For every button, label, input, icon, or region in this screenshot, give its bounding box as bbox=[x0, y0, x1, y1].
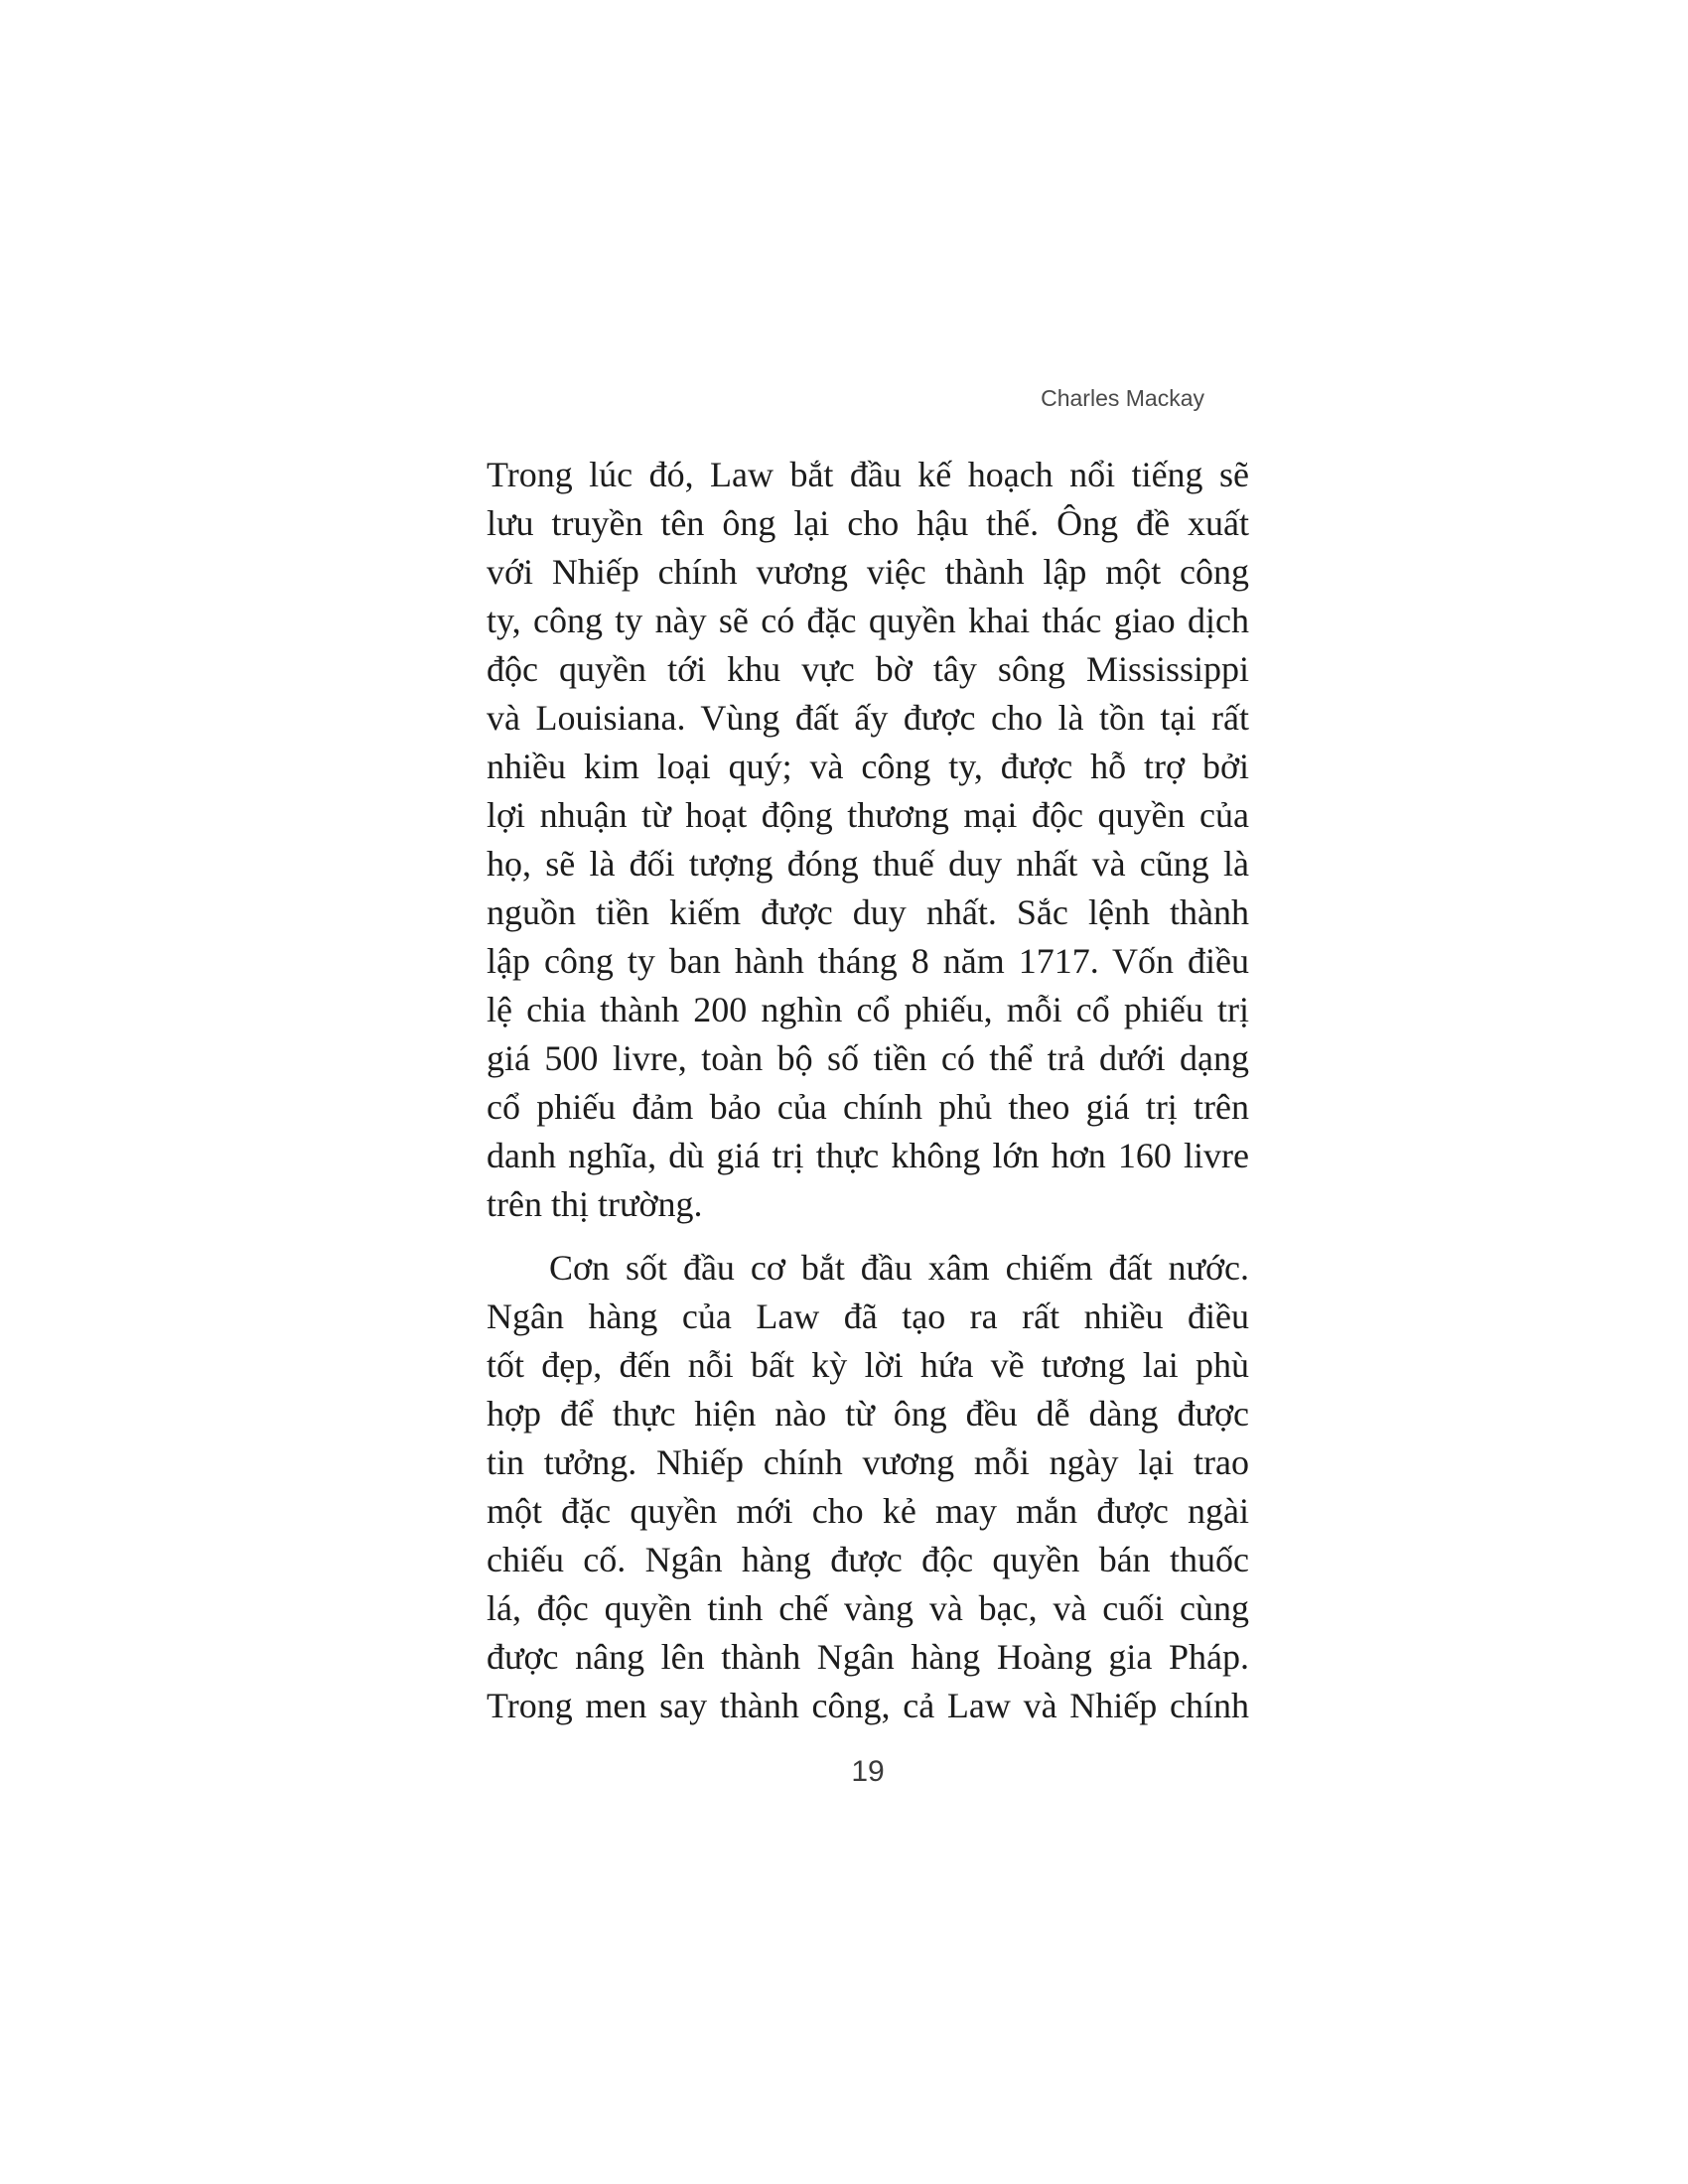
text-line: lệ chia thành 200 nghìn cổ phiếu, mỗi cổ phiếu trị bbox=[487, 990, 1249, 1029]
text-line: lập công ty ban hành tháng 8 năm 1717. Vốn điều bbox=[487, 941, 1249, 981]
running-header: Charles Mackay bbox=[1041, 385, 1204, 411]
text-line: độc quyền tới khu vực bờ tây sông Mississippi bbox=[487, 649, 1249, 689]
text-line: họ, sẽ là đối tượng đóng thuế duy nhất và cũng là bbox=[487, 844, 1249, 884]
text-line: với Nhiếp chính vương việc thành lập một công bbox=[487, 552, 1249, 592]
text-line: tốt đẹp, đến nỗi bất kỳ lời hứa về tương lai phù bbox=[487, 1345, 1249, 1385]
text-line: danh nghĩa, dù giá trị thực không lớn hơn 160 livre bbox=[487, 1136, 1249, 1175]
text-line: trên thị trường. bbox=[487, 1184, 703, 1224]
text-line: chiếu cố. Ngân hàng được độc quyền bán thuốc bbox=[487, 1540, 1249, 1579]
text-line: Ngân hàng của Law đã tạo ra rất nhiều điều bbox=[487, 1297, 1249, 1336]
text-column bbox=[487, 451, 1249, 1730]
text-line: và Louisiana. Vùng đất ấy được cho là tồn tại rất bbox=[487, 698, 1249, 738]
text-line: được nâng lên thành Ngân hàng Hoàng gia Pháp. bbox=[487, 1637, 1249, 1677]
text-line: lá, độc quyền tinh chế vàng và bạc, và cuối cùng bbox=[487, 1588, 1249, 1628]
text-line: nhiều kim loại quý; và công ty, được hỗ trợ bởi bbox=[487, 747, 1249, 786]
text-line: lưu truyền tên ông lại cho hậu thế. Ông đề xuất bbox=[487, 503, 1249, 543]
text-line: lợi nhuận từ hoạt động thương mại độc quyền của bbox=[487, 795, 1249, 835]
text-line: Cơn sốt đầu cơ bắt đầu xâm chiếm đất nước. bbox=[549, 1248, 1249, 1288]
page-number: 19 bbox=[851, 1755, 885, 1788]
text-line: cổ phiếu đảm bảo của chính phủ theo giá trị trên bbox=[487, 1087, 1249, 1127]
paragraph-2 bbox=[487, 1244, 1249, 1730]
text-line: một đặc quyền mới cho kẻ may mắn được ngài bbox=[487, 1491, 1249, 1531]
text-line: giá 500 livre, toàn bộ số tiền có thể trả dưới dạng bbox=[487, 1038, 1249, 1078]
paragraph-1 bbox=[487, 451, 1249, 1229]
text-line: tin tưởng. Nhiếp chính vương mỗi ngày lại trao bbox=[487, 1442, 1249, 1482]
text-line: hợp để thực hiện nào từ ông đều dễ dàng được bbox=[487, 1394, 1249, 1433]
text-line: Trong lúc đó, Law bắt đầu kế hoạch nổi tiếng sẽ bbox=[487, 455, 1249, 494]
text-line: ty, công ty này sẽ có đặc quyền khai thác giao dịch bbox=[487, 601, 1249, 640]
text-line: nguồn tiền kiếm được duy nhất. Sắc lệnh thành bbox=[487, 892, 1249, 932]
text-line: Trong men say thành công, cả Law và Nhiếp chính bbox=[487, 1686, 1249, 1725]
